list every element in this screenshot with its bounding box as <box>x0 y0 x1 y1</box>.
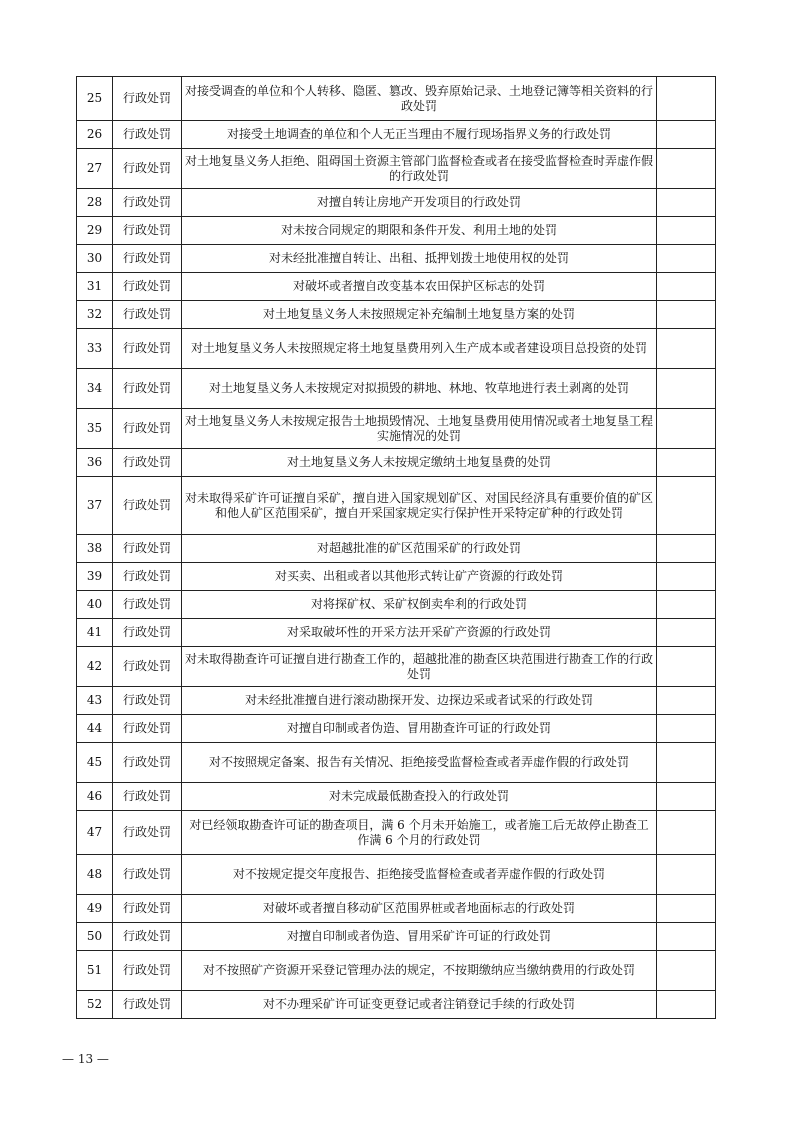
row-number: 51 <box>77 951 113 991</box>
table-row <box>77 217 716 245</box>
page-number: — 13 — <box>62 1052 109 1066</box>
table-row <box>77 409 716 449</box>
penalty-type: 行政处罚 <box>113 121 182 149</box>
row-number: 26 <box>77 121 113 149</box>
penalty-type: 行政处罚 <box>113 811 182 855</box>
remarks-cell <box>657 591 716 619</box>
penalty-description: 对土地复垦义务人未按规定对拟损毁的耕地、林地、牧草地进行表土剥离的处罚 <box>182 369 657 409</box>
table-row <box>77 991 716 1019</box>
penalty-type: 行政处罚 <box>113 855 182 895</box>
penalty-description: 对不按照矿产资源开采登记管理办法的规定，不按期缴纳应当缴纳费用的行政处罚 <box>182 951 657 991</box>
remarks-cell <box>657 619 716 647</box>
remarks-cell <box>657 409 716 449</box>
penalty-description: 对擅自印制或者伪造、冒用采矿许可证的行政处罚 <box>182 923 657 951</box>
penalty-description: 对已经领取勘查许可证的勘查项目，满 6 个月未开始施工，或者施工后无故停止勘查工作满 6 个月的行政处罚 <box>182 811 657 855</box>
row-number: 35 <box>77 409 113 449</box>
penalty-description: 对未完成最低勘查投入的行政处罚 <box>182 783 657 811</box>
penalty-type: 行政处罚 <box>113 409 182 449</box>
remarks-cell <box>657 715 716 743</box>
row-number: 27 <box>77 149 113 189</box>
penalty-description: 对未取得勘查许可证擅自进行勘查工作的，超越批准的勘查区块范围进行勘查工作的行政处罚 <box>182 647 657 687</box>
penalty-type: 行政处罚 <box>113 217 182 245</box>
remarks-cell <box>657 217 716 245</box>
row-number: 39 <box>77 563 113 591</box>
penalty-table-body <box>77 77 716 1019</box>
remarks-cell <box>657 449 716 477</box>
penalty-type: 行政处罚 <box>113 535 182 563</box>
row-number: 30 <box>77 245 113 273</box>
remarks-cell <box>657 923 716 951</box>
table-row <box>77 855 716 895</box>
table-row <box>77 811 716 855</box>
penalty-description: 对破坏或者擅自移动矿区范围界桩或者地面标志的行政处罚 <box>182 895 657 923</box>
penalty-description: 对擅自转让房地产开发项目的行政处罚 <box>182 189 657 217</box>
penalty-type: 行政处罚 <box>113 895 182 923</box>
row-number: 41 <box>77 619 113 647</box>
table-row <box>77 783 716 811</box>
remarks-cell <box>657 811 716 855</box>
penalty-type: 行政处罚 <box>113 301 182 329</box>
table-row <box>77 647 716 687</box>
penalty-type: 行政处罚 <box>113 563 182 591</box>
row-number: 32 <box>77 301 113 329</box>
row-number: 43 <box>77 687 113 715</box>
penalty-type: 行政处罚 <box>113 591 182 619</box>
remarks-cell <box>657 991 716 1019</box>
remarks-cell <box>657 687 716 715</box>
penalty-description: 对未经批准擅自进行滚动勘探开发、边探边采或者试采的行政处罚 <box>182 687 657 715</box>
table-row <box>77 121 716 149</box>
penalty-type: 行政处罚 <box>113 273 182 301</box>
table-row <box>77 189 716 217</box>
row-number: 49 <box>77 895 113 923</box>
table-row <box>77 687 716 715</box>
row-number: 36 <box>77 449 113 477</box>
penalty-table <box>76 76 716 1019</box>
penalty-type: 行政处罚 <box>113 329 182 369</box>
penalty-type: 行政处罚 <box>113 687 182 715</box>
row-number: 33 <box>77 329 113 369</box>
table-row <box>77 149 716 189</box>
remarks-cell <box>657 77 716 121</box>
remarks-cell <box>657 477 716 535</box>
penalty-description: 对土地复垦义务人未按照规定补充编制土地复垦方案的处罚 <box>182 301 657 329</box>
remarks-cell <box>657 647 716 687</box>
row-number: 31 <box>77 273 113 301</box>
remarks-cell <box>657 563 716 591</box>
penalty-type: 行政处罚 <box>113 77 182 121</box>
table-row <box>77 715 716 743</box>
penalty-description: 对未经批准擅自转让、出租、抵押划拨土地使用权的处罚 <box>182 245 657 273</box>
row-number: 45 <box>77 743 113 783</box>
penalty-description: 对接受土地调查的单位和个人无正当理由不履行现场指界义务的行政处罚 <box>182 121 657 149</box>
penalty-type: 行政处罚 <box>113 991 182 1019</box>
row-number: 37 <box>77 477 113 535</box>
row-number: 28 <box>77 189 113 217</box>
remarks-cell <box>657 189 716 217</box>
table-row <box>77 591 716 619</box>
penalty-type: 行政处罚 <box>113 619 182 647</box>
row-number: 29 <box>77 217 113 245</box>
row-number: 40 <box>77 591 113 619</box>
table-row <box>77 369 716 409</box>
table-row <box>77 329 716 369</box>
remarks-cell <box>657 121 716 149</box>
penalty-description: 对土地复垦义务人未按规定报告土地损毁情况、土地复垦费用使用情况或者土地复垦工程实施情况的处罚 <box>182 409 657 449</box>
table-row <box>77 245 716 273</box>
penalty-type: 行政处罚 <box>113 743 182 783</box>
row-number: 48 <box>77 855 113 895</box>
penalty-type: 行政处罚 <box>113 149 182 189</box>
row-number: 42 <box>77 647 113 687</box>
penalty-description: 对土地复垦义务人拒绝、阻碍国土资源主管部门监督检查或者在接受监督检查时弄虚作假的行政处罚 <box>182 149 657 189</box>
table-row <box>77 895 716 923</box>
remarks-cell <box>657 895 716 923</box>
table-row <box>77 923 716 951</box>
remarks-cell <box>657 273 716 301</box>
row-number: 52 <box>77 991 113 1019</box>
remarks-cell <box>657 149 716 189</box>
penalty-description: 对破坏或者擅自改变基本农田保护区标志的处罚 <box>182 273 657 301</box>
penalty-type: 行政处罚 <box>113 245 182 273</box>
row-number: 50 <box>77 923 113 951</box>
remarks-cell <box>657 535 716 563</box>
penalty-description: 对未按合同规定的期限和条件开发、利用土地的处罚 <box>182 217 657 245</box>
row-number: 44 <box>77 715 113 743</box>
remarks-cell <box>657 369 716 409</box>
table-row <box>77 951 716 991</box>
penalty-type: 行政处罚 <box>113 369 182 409</box>
penalty-type: 行政处罚 <box>113 647 182 687</box>
table-row <box>77 301 716 329</box>
penalty-type: 行政处罚 <box>113 715 182 743</box>
penalty-description: 对土地复垦义务人未按照规定将土地复垦费用列入生产成本或者建设项目总投资的处罚 <box>182 329 657 369</box>
penalty-description: 对超越批准的矿区范围采矿的行政处罚 <box>182 535 657 563</box>
table-row <box>77 563 716 591</box>
penalty-type: 行政处罚 <box>113 449 182 477</box>
row-number: 38 <box>77 535 113 563</box>
row-number: 25 <box>77 77 113 121</box>
remarks-cell <box>657 783 716 811</box>
penalty-description: 对将探矿权、采矿权倒卖牟利的行政处罚 <box>182 591 657 619</box>
penalty-description: 对土地复垦义务人未按规定缴纳土地复垦费的处罚 <box>182 449 657 477</box>
penalty-description: 对不办理采矿许可证变更登记或者注销登记手续的行政处罚 <box>182 991 657 1019</box>
table-row <box>77 77 716 121</box>
penalty-type: 行政处罚 <box>113 951 182 991</box>
row-number: 47 <box>77 811 113 855</box>
row-number: 34 <box>77 369 113 409</box>
remarks-cell <box>657 329 716 369</box>
remarks-cell <box>657 301 716 329</box>
remarks-cell <box>657 951 716 991</box>
penalty-description: 对不按规定提交年度报告、拒绝接受监督检查或者弄虚作假的行政处罚 <box>182 855 657 895</box>
penalty-type: 行政处罚 <box>113 923 182 951</box>
remarks-cell <box>657 855 716 895</box>
penalty-type: 行政处罚 <box>113 783 182 811</box>
remarks-cell <box>657 743 716 783</box>
table-row <box>77 477 716 535</box>
penalty-description: 对擅自印制或者伪造、冒用勘查许可证的行政处罚 <box>182 715 657 743</box>
row-number: 46 <box>77 783 113 811</box>
remarks-cell <box>657 245 716 273</box>
penalty-description: 对不按照规定备案、报告有关情况、拒绝接受监督检查或者弄虚作假的行政处罚 <box>182 743 657 783</box>
penalty-description: 对买卖、出租或者以其他形式转让矿产资源的行政处罚 <box>182 563 657 591</box>
table-row <box>77 535 716 563</box>
penalty-description: 对采取破坏性的开采方法开采矿产资源的行政处罚 <box>182 619 657 647</box>
table-row <box>77 619 716 647</box>
penalty-description: 对未取得采矿许可证擅自采矿，擅自进入国家规划矿区、对国民经济具有重要价值的矿区和他人矿区范围采矿，擅自开采国家规定实行保护性开采特定矿种的行政处罚 <box>182 477 657 535</box>
table-row <box>77 743 716 783</box>
table-row <box>77 449 716 477</box>
penalty-description: 对接受调查的单位和个人转移、隐匿、篡改、毁弃原始记录、土地登记簿等相关资料的行政处罚 <box>182 77 657 121</box>
table-row <box>77 273 716 301</box>
penalty-type: 行政处罚 <box>113 477 182 535</box>
penalty-type: 行政处罚 <box>113 189 182 217</box>
